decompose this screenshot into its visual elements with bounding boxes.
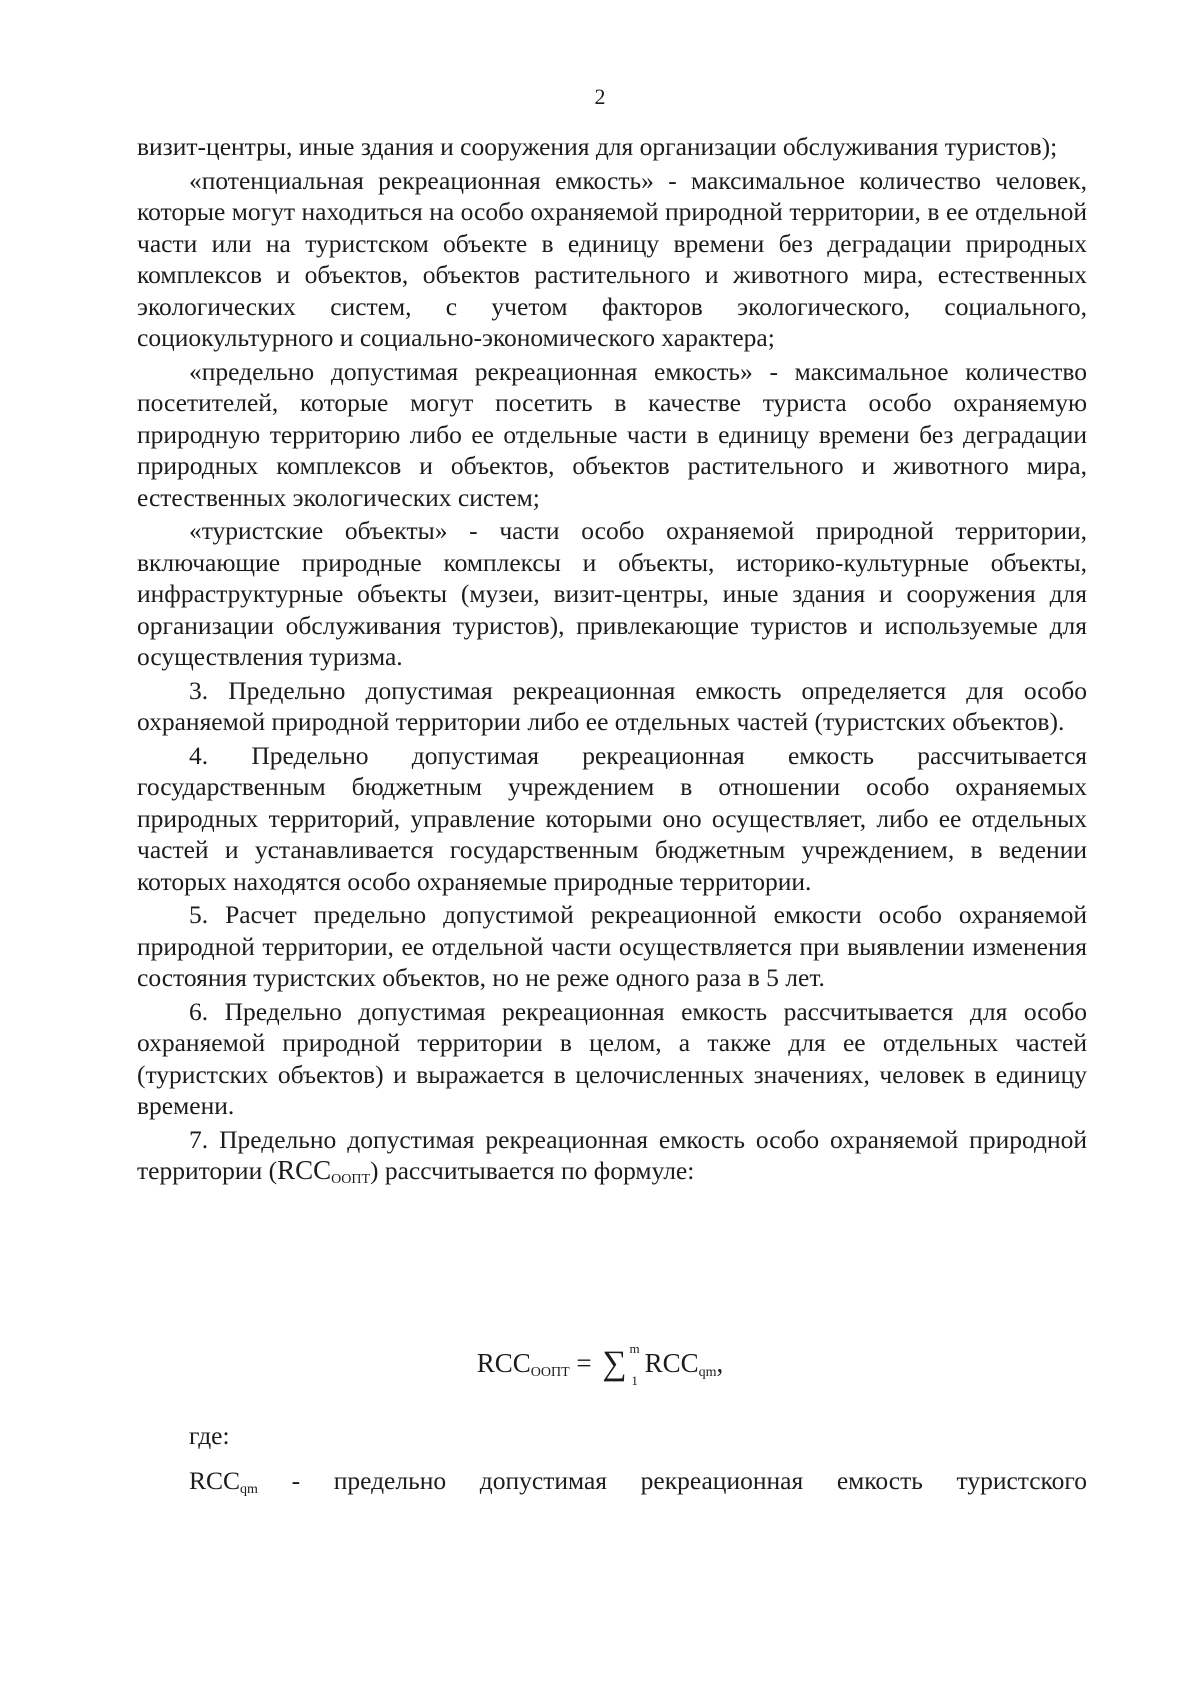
definition-word: рекреационная — [640, 1466, 804, 1495]
formula-trailing-comma: , — [716, 1348, 724, 1378]
formula-rhs: RCC — [644, 1348, 699, 1378]
definition-word: емкость — [836, 1466, 923, 1495]
rcc-oopt-subscript: ООПТ — [331, 1172, 370, 1187]
definition-symbol-subscript: qm — [240, 1482, 258, 1497]
definition-line — [189, 1465, 1087, 1501]
definition-symbol — [189, 1465, 258, 1501]
sum-lower-limit: 1 — [631, 1372, 638, 1388]
formula-equals: = — [576, 1348, 592, 1378]
definition-word: предельно — [333, 1466, 447, 1495]
definition-word: - — [291, 1466, 301, 1495]
definition-symbol-main: RCC — [189, 1466, 241, 1495]
paragraph-item-4: 4. Предельно допустимая рекреационная емкость рассчитывается государственным бюджетным учреждением в отношении особо охраняемых природных территорий, управление которыми оно осуществляет, либо ее отдельных частей и устанавливается государственным бюджетным учреждением, в ведении которых находятся особо охраняемые природные территории. — [137, 740, 1087, 896]
paragraph-item-5: 5. Расчет предельно допустимой рекреационной емкости особо охраняемой природной территории, ее отдельной части осуществляется при выявлении изменения состояния туристских объектов, но не реже одного раза в 5 лет. — [137, 900, 1087, 992]
sum-limits — [629, 1340, 641, 1388]
paragraph-max-capacity: «предельно допустимая рекреационная емкость» - максимальное количество посетителей, которые могут посетить в качестве туриста особо охраняемую природную территорию либо ее отдельные части в единицу времени без деградации природных комплексов и объектов, объектов растительного и животного мира, естественных экологических систем; — [137, 356, 1087, 512]
formula-lhs: RCC — [476, 1348, 531, 1378]
formula-rhs-subscript: qm — [698, 1365, 717, 1380]
paragraph-item-3: 3. Предельно допустимая рекреационная емкость определяется для особо охраняемой природной территории либо ее отдельных частей (туристских объектов). — [137, 675, 1087, 736]
definition-word: допустимая — [479, 1466, 608, 1495]
paragraph: визит-центры, иные здания и сооружения для организации обслуживания туристов); — [137, 132, 1058, 161]
rcc-oopt-symbol: RCC — [277, 1155, 332, 1185]
sum-sign: ∑ — [602, 1345, 627, 1382]
paragraph-item-7 — [137, 1124, 1087, 1192]
capacity-formula — [0, 1342, 1200, 1389]
page-number: 2 — [594, 84, 606, 109]
definition-word: туристского — [956, 1466, 1087, 1495]
paragraph-item-7-after: ) рассчитывается по формуле: — [370, 1156, 695, 1185]
paragraph-item-6: 6. Предельно допустимая рекреационная емкость рассчитывается для особо охраняемой природной территории в целом, а также для ее отдельных частей (туристских объектов) и выражается в целочисленных значениях, человек в единицу времени. — [137, 996, 1087, 1120]
paragraph-potential-capacity: «потенциальная рекреационная емкость» - максимальное количество человек, которые могут находиться на особо охраняемой природной территории, в ее отдельной части или на туристском объекте в единицу времени без деградации природных комплексов и объектов, объектов растительного и животного мира, естественных экологических систем, с учетом факторов экологического, социального, социокультурного и социально-экономического характера; — [137, 165, 1087, 352]
where-label: где: — [189, 1421, 230, 1450]
paragraph-tourist-objects: «туристские объекты» - части особо охраняемой природной территории, включающие природные комплексы и объекты, историко-культурные объекты, инфраструктурные объекты (музеи, визит-центры, иные здания и сооружения для организации обслуживания туристов), привлекающие туристов и используемые для осуществления туризма. — [137, 516, 1087, 671]
formula-lhs-subscript: ООПТ — [530, 1365, 570, 1380]
paragraph-item-7-before: 7. Предельно допустимая рекреационная емкость особо охраняемой природной территории ( — [137, 1124, 1087, 1185]
document-body — [137, 131, 1087, 1192]
sum-upper-limit: m — [629, 1340, 640, 1356]
